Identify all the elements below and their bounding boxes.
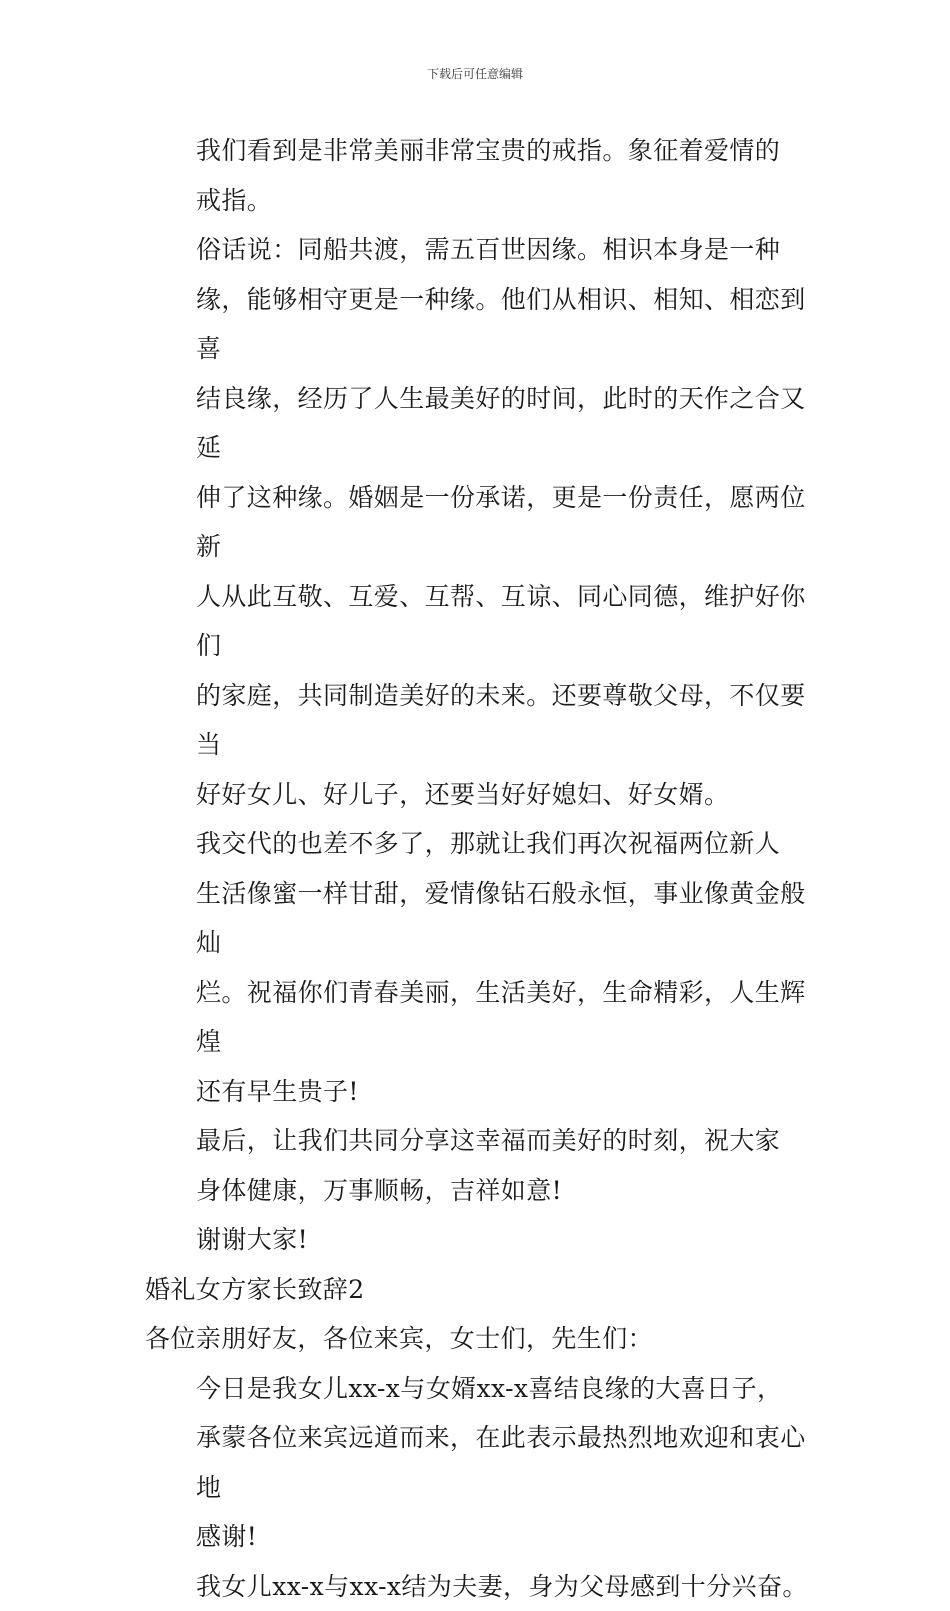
section-title: 婚礼女方家长致辞2 [145,1265,825,1315]
paragraph-blessing: 我交代的也差不多了，那就让我们再次祝福两位新人 生活像蜜一样甘甜，爱情像钻石般永恒，事业像黄金般灿 烂。祝福你们青春美丽，生活美好，生命精彩，人生辉煌 还有早生贵子! [145,819,825,1116]
page-header-note: 下载后可任意编辑 [0,66,950,82]
document-body [145,126,825,1611]
paragraph-welcome: 今日是我女儿xx-x与女婿xx-x喜结良缘的大喜日子， 承蒙各位来宾远道而来，在此表示最热烈地欢迎和衷心地 感谢! [145,1364,825,1562]
paragraph-marriage: 我女儿xx-x与xx-x结为夫妻，身为父母感到十分兴奋。 [145,1562,825,1611]
paragraph-thanks: 谢谢大家! [145,1215,825,1265]
paragraph-ring: 我们看到是非常美丽非常宝贵的戒指。象征着爱情的 戒指。 [145,126,825,225]
paragraph-salutation: 各位亲朋好友，各位来宾，女士们，先生们： [145,1314,825,1364]
paragraph-fate: 俗话说：同船共渡，需五百世因缘。相识本身是一种 缘，能够相守更是一种缘。他们从相识、相知、相恋到喜 结良缘，经历了人生最美好的时间，此时的天作之合又延 伸了这种缘。婚姻是一份承诺，更是一份责任，愿两位新 人从此互敬、互爱、互帮、互谅、同心同德，维护好你们 的家庭，共同制造美好的未来。还要尊敬父母，不仅要当 好好女儿、好儿子，还要当好好媳妇、好女婿。 [145,225,825,819]
paragraph-closing: 最后，让我们共同分享这幸福而美好的时刻，祝大家 身体健康，万事顺畅，吉祥如意! [145,1116,825,1215]
